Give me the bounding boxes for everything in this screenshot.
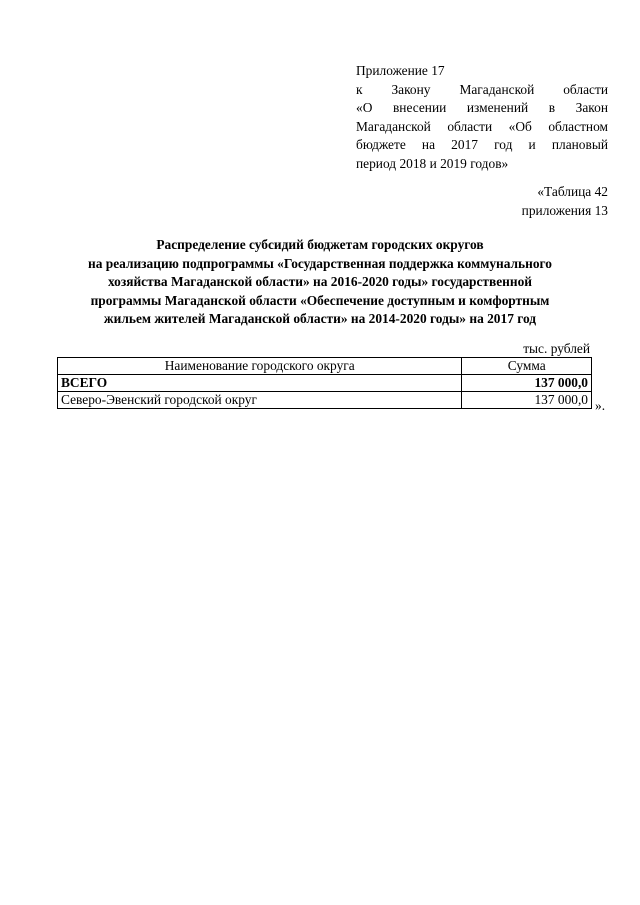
- subsidy-table: [57, 357, 592, 409]
- total-sum: 137 000,0: [462, 375, 592, 392]
- appendix-law-line: Магаданской области «Об областном: [356, 118, 608, 134]
- header-district-name: Наименование городского округа: [58, 358, 462, 375]
- appendix-law-line: «О внесении изменений в Закон: [356, 100, 608, 116]
- table-reference: [522, 183, 608, 220]
- district-name: Северо-Эвенский городской округ: [58, 392, 462, 409]
- appendix-law-line: бюджете на 2017 год и плановый: [356, 137, 608, 153]
- title-line: Распределение субсидий бюджетам городских округов: [156, 237, 484, 252]
- appendix-law-line: период 2018 и 2019 годов»: [356, 155, 509, 171]
- appendix-number: Приложение 17: [356, 63, 445, 78]
- title-line: хозяйства Магаданской области» на 2016-2020 годы» государственной: [107, 274, 533, 290]
- title-line: на реализацию подпрограммы «Государственная поддержка коммунального: [87, 255, 552, 271]
- units-label: тыс. рублей: [523, 341, 590, 356]
- table-total-row: [58, 375, 592, 392]
- closing-quote-mark: ».: [595, 398, 606, 413]
- table-number: «Таблица 42: [537, 184, 608, 199]
- total-label: ВСЕГО: [58, 375, 462, 392]
- document-title: [40, 236, 600, 329]
- table-header-row: [58, 358, 592, 375]
- district-sum: 137 000,0: [462, 392, 592, 409]
- appendix-law-line: к Закону Магаданской области: [356, 81, 608, 97]
- title-line: программы Магаданской области «Обеспечение доступным и комфортным: [90, 292, 550, 308]
- header-sum: Сумма: [462, 358, 592, 375]
- table-row: [58, 392, 592, 409]
- appendix-block: [356, 62, 608, 174]
- title-line: жильем жителей Магаданской области» на 2014-2020 годы» на 2017 год: [103, 311, 537, 327]
- table-appendix-number: приложения 13: [521, 202, 608, 218]
